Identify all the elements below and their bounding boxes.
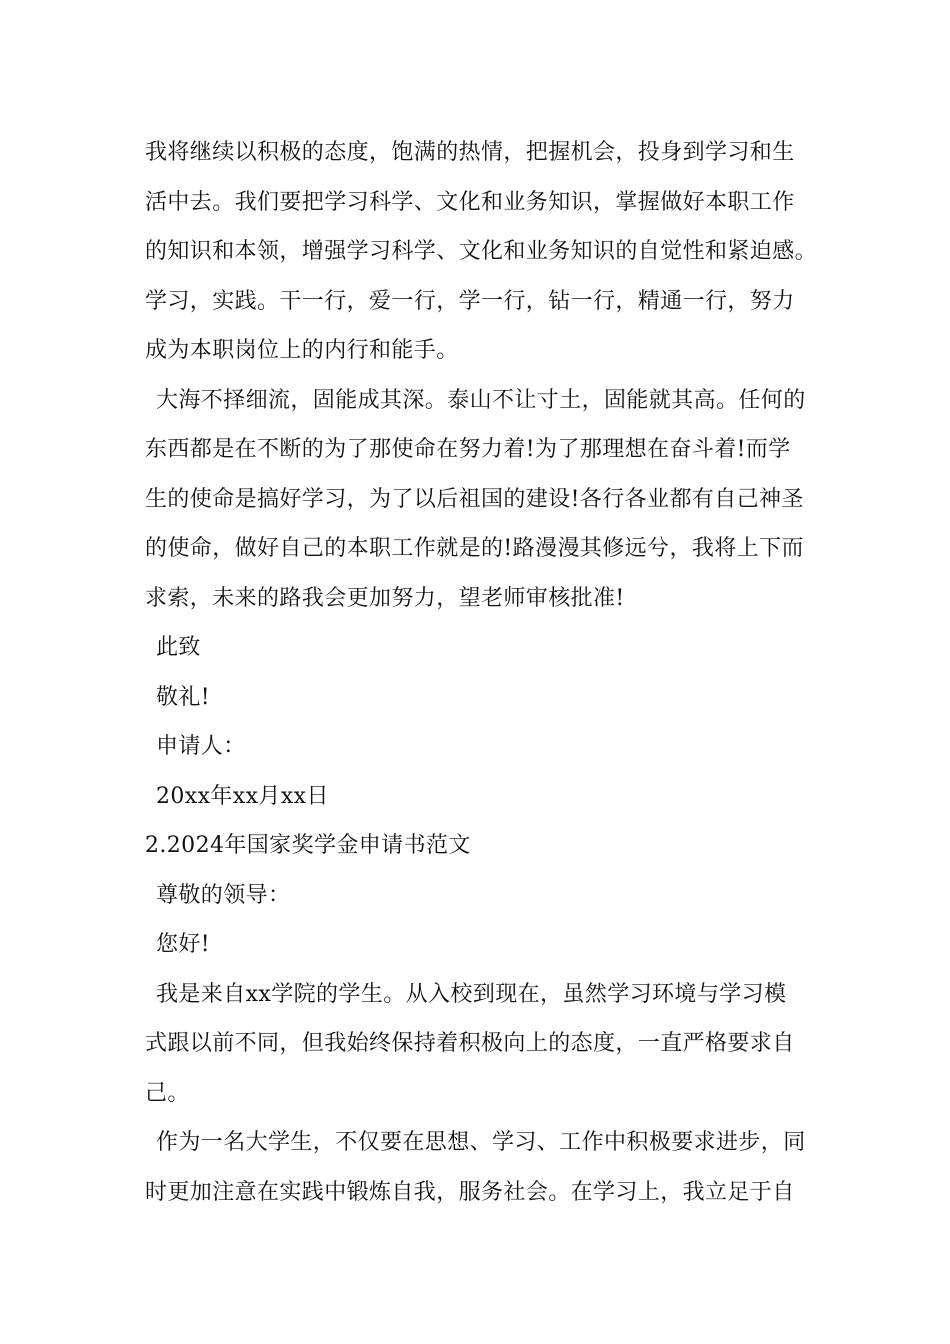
paragraph-line: 学习，实践。干一行，爱一行，学一行，钻一行，精通一行，努力 <box>145 288 795 314</box>
closing-regards: 敬礼! <box>156 684 211 710</box>
paragraph-line: 活中去。我们要把学习科学、文化和业务知识，掌握做好本职工作 <box>145 189 795 215</box>
paragraph-line: 我将继续以积极的态度，饱满的热情，把握机会，投身到学习和生 <box>145 140 795 165</box>
paragraph-line: 我是来自xx学院的学生。从入校到现在，虽然学习环境与学习模 <box>156 981 787 1007</box>
closing-salutation: 此致 <box>156 635 201 660</box>
paragraph-line: 求索，未来的路我会更加努力，望老师审核批准! <box>145 585 625 611</box>
paragraph-line: 式跟以前不同，但我始终保持着积极向上的态度，一直严格要求自 <box>145 1031 795 1056</box>
section-heading: 2.2024年国家奖学金申请书范文 <box>145 833 471 858</box>
paragraph-line: 成为本职岗位上的内行和能手。 <box>145 338 459 363</box>
applicant-label: 申请人： <box>156 734 246 759</box>
greeting-line: 您好! <box>156 932 211 957</box>
paragraph-line: 作为一名大学生，不仅要在思想、学习、工作中积极要求进步，同 <box>156 1130 806 1155</box>
paragraph-line: 时更加注意在实践中锻炼自我，服务社会。在学习上，我立足于自 <box>145 1179 795 1205</box>
paragraph-line: 大海不择细流，固能成其深。泰山不让寸土，固能就其高。任何的 <box>156 387 806 413</box>
paragraph-line: 生的使命是搞好学习，为了以后祖国的建设!各行各业都有自己神圣 <box>145 486 804 512</box>
paragraph-line: 己。 <box>145 1080 190 1106</box>
greeting-line: 尊敬的领导： <box>156 882 291 908</box>
document-body <box>145 128 825 1217</box>
paragraph-line: 的使命，做好自己的本职工作就是的!路漫漫其修远兮，我将上下而 <box>145 536 804 561</box>
date-line: 20xx年xx月xx日 <box>156 783 329 809</box>
paragraph-line: 东西都是在不断的为了那使命在努力着!为了那理想在奋斗着!而学 <box>145 437 791 462</box>
paragraph-line: 的知识和本领，增强学习科学、文化和业务知识的自觉性和紧迫感。 <box>145 239 818 264</box>
